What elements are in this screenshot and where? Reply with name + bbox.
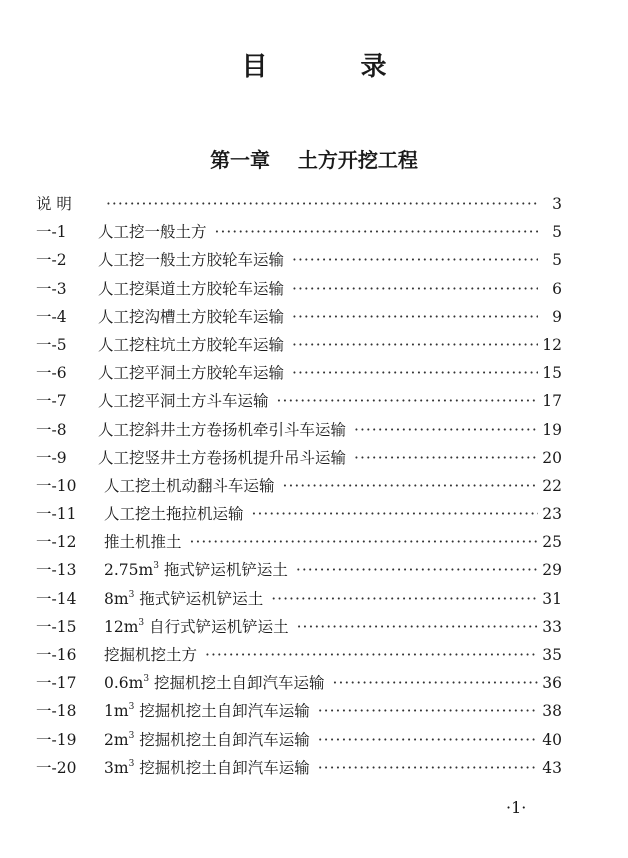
toc-entry-title xyxy=(104,754,310,782)
toc-entry-title xyxy=(104,528,182,556)
toc-entry-page-number: 35 xyxy=(542,646,562,664)
toc-entry-title-text: 8m xyxy=(104,589,129,608)
page-number: ·1· xyxy=(506,798,527,817)
toc-entry-title-text: 人工挖土机动翻斗车运输 xyxy=(104,476,275,495)
toc-entry-number: 一-14 xyxy=(36,589,77,608)
toc-entry-title xyxy=(98,359,284,387)
toc-entry-number: 一-4 xyxy=(36,307,67,326)
toc-entry-title-text: 0.6m xyxy=(104,674,144,693)
toc-entry[interactable] xyxy=(36,613,562,641)
toc-entry-title-rest: 拖式铲运机铲运土 xyxy=(158,561,288,580)
toc-entry-title-text: 1m xyxy=(104,702,129,721)
toc-entry-number: 一-20 xyxy=(36,758,77,777)
toc-entry[interactable] xyxy=(36,246,562,274)
toc-dot-leader xyxy=(318,697,538,725)
toc-entry-title-rest: 挖掘机挖土自卸汽车运输 xyxy=(134,730,310,749)
toc-entry-title xyxy=(104,641,197,669)
toc-entry-unit-superscript: 3 xyxy=(128,589,135,600)
toc-entry-title xyxy=(104,500,244,528)
toc-entry-title-text: 12m xyxy=(104,617,139,636)
toc-entry-page-number: 29 xyxy=(542,561,562,580)
toc-entry-page-number: 19 xyxy=(542,420,562,439)
toc-entry-title-rest: 挖掘机挖土自卸汽车运输 xyxy=(134,758,310,777)
toc-entry-title xyxy=(104,726,310,754)
toc-entry-title-rest: 拖式铲运机铲运土 xyxy=(134,589,264,608)
toc-entry-page-number: 33 xyxy=(542,617,562,636)
toc-dot-leader xyxy=(292,359,538,387)
toc-dot-leader xyxy=(354,416,538,444)
toc-entry[interactable] xyxy=(36,669,562,697)
toc-entry[interactable] xyxy=(36,754,562,782)
toc-dot-leader xyxy=(215,218,538,246)
toc-entry-number: 一-12 xyxy=(36,533,77,552)
toc-entry-title xyxy=(98,387,269,415)
toc-entry-title-text: 人工挖斜井土方卷扬机牵引斗车运输 xyxy=(98,420,347,439)
toc-entry[interactable] xyxy=(36,218,562,246)
toc-entry-number: 一-18 xyxy=(36,702,77,721)
toc-entry-title-text: 3m xyxy=(104,758,129,777)
toc-dot-leader xyxy=(296,556,538,584)
toc-entry-page-number: 3 xyxy=(552,195,562,213)
toc-entry-title xyxy=(98,246,284,274)
toc-entry-title xyxy=(104,669,325,697)
toc-entry-title xyxy=(98,218,207,246)
toc-entry-title xyxy=(98,275,284,303)
chapter-heading: 第一章 土方开挖工程 xyxy=(210,148,418,172)
toc-entry-page-number: 5 xyxy=(552,251,562,270)
toc-entry-title-rest: 挖掘机挖土自卸汽车运输 xyxy=(134,702,310,721)
toc-entry-title-rest: 挖掘机挖土自卸汽车运输 xyxy=(149,674,325,693)
toc-entry-unit-superscript: 3 xyxy=(153,561,159,572)
toc-entry-number: 一-8 xyxy=(36,420,67,439)
toc-entry-number: 一-7 xyxy=(36,392,67,411)
toc-entry-number: 一-2 xyxy=(36,251,67,270)
toc-entry-page-number: 17 xyxy=(542,392,562,411)
toc-entry-title xyxy=(98,303,284,331)
toc-entry-number: 一-15 xyxy=(36,617,77,636)
toc-entry[interactable] xyxy=(36,444,562,472)
toc-entry-title xyxy=(104,472,275,500)
toc-dot-leader xyxy=(354,444,538,472)
toc-entry[interactable] xyxy=(36,303,562,331)
toc-entry[interactable] xyxy=(36,697,562,725)
toc-entry-unit-superscript: 3 xyxy=(143,674,150,685)
toc-entry-title-text: 推土机推土 xyxy=(104,533,182,552)
toc-entry[interactable] xyxy=(36,416,562,444)
toc-entry-number: 说 明 xyxy=(36,195,72,213)
toc-dot-leader xyxy=(271,585,538,613)
toc-entry-title xyxy=(104,585,263,613)
toc-entry-page-number: 23 xyxy=(542,505,562,524)
toc-entry-title xyxy=(104,697,310,725)
toc-entry-number: 一-17 xyxy=(36,674,77,693)
toc-entry-title xyxy=(104,556,288,584)
toc-entry[interactable] xyxy=(36,275,562,303)
toc-entry-title-text: 人工挖竖井土方卷扬机提升吊斗运输 xyxy=(98,448,347,467)
toc-entry-page-number: 20 xyxy=(542,448,562,467)
toc-entry-title-text: 人工挖一般土方胶轮车运输 xyxy=(98,251,285,270)
toc-entry-page-number: 22 xyxy=(542,476,562,495)
toc-entry-number: 一-9 xyxy=(36,448,67,467)
toc-dot-leader xyxy=(318,754,538,782)
toc-dot-leader xyxy=(292,303,538,331)
toc-entry[interactable] xyxy=(36,331,562,359)
toc-entry[interactable] xyxy=(36,472,562,500)
toc-entry-page-number: 15 xyxy=(542,364,562,383)
toc-entry-number: 一-3 xyxy=(36,279,67,298)
toc-dot-leader xyxy=(252,500,538,528)
toc-dot-leader xyxy=(205,641,538,669)
toc-entry-title-text: 人工挖平洞土方胶轮车运输 xyxy=(98,364,285,383)
toc-dot-leader xyxy=(283,472,538,500)
toc-dot-leader xyxy=(277,387,538,415)
toc-entry-unit-superscript: 3 xyxy=(128,730,135,741)
toc-entry-title-text: 人工挖平洞土方斗车运输 xyxy=(98,392,269,411)
toc-entry-title xyxy=(98,416,346,444)
toc-entry-page-number: 31 xyxy=(542,589,562,608)
toc-entry-title-rest: 自行式铲运机铲运土 xyxy=(144,617,289,636)
toc-entry-number: 一-11 xyxy=(36,505,77,524)
toc-entry[interactable] xyxy=(36,641,562,669)
toc-entry-unit-superscript: 3 xyxy=(138,617,145,628)
toc-entry-unit-superscript: 3 xyxy=(128,758,135,769)
toc-entry[interactable] xyxy=(36,359,562,387)
toc-entry-title-text: 挖掘机挖土方 xyxy=(104,646,198,664)
toc-entry-title-text: 2.75m xyxy=(104,561,154,580)
toc-dot-leader xyxy=(106,190,538,218)
toc-dot-leader xyxy=(190,528,538,556)
toc-entry-number: 一-6 xyxy=(36,364,67,383)
toc-entry[interactable] xyxy=(36,585,562,613)
toc-entry-page-number: 40 xyxy=(542,730,562,749)
toc-entry[interactable] xyxy=(36,528,562,556)
toc-entry[interactable] xyxy=(36,387,562,415)
toc-entry-title-text: 人工挖一般土方 xyxy=(98,223,207,242)
toc-entry-page-number: 5 xyxy=(552,223,562,242)
toc-entry-page-number: 12 xyxy=(542,335,562,354)
toc-entry-unit-superscript: 3 xyxy=(128,702,135,713)
toc-entry[interactable] xyxy=(36,556,562,584)
table-of-contents xyxy=(36,190,562,782)
toc-entry-title xyxy=(104,613,289,641)
toc-entry-page-number: 43 xyxy=(542,758,562,777)
toc-entry-number: 一-13 xyxy=(36,561,77,580)
document-title: 目 录 xyxy=(241,52,429,82)
toc-entry-title-text: 2m xyxy=(104,730,129,749)
toc-entry-number: 一-19 xyxy=(36,730,77,749)
toc-entry-title xyxy=(98,444,346,472)
toc-entry[interactable] xyxy=(36,190,562,218)
toc-entry-page-number: 25 xyxy=(542,533,562,552)
toc-dot-leader xyxy=(292,275,538,303)
toc-entry[interactable] xyxy=(36,500,562,528)
toc-entry[interactable] xyxy=(36,726,562,754)
toc-entry-title-text: 人工挖渠道土方胶轮车运输 xyxy=(98,279,285,298)
toc-entry-page-number: 6 xyxy=(552,279,562,298)
toc-entry-number: 一-1 xyxy=(36,223,67,242)
toc-entry-title-text: 人工挖沟槽土方胶轮车运输 xyxy=(98,307,285,326)
toc-dot-leader xyxy=(318,726,538,754)
toc-entry-title xyxy=(98,331,284,359)
toc-dot-leader xyxy=(297,613,538,641)
toc-entry-number: 一-10 xyxy=(36,476,77,495)
toc-entry-title-text: 人工挖土拖拉机运输 xyxy=(104,505,244,524)
toc-entry-number: 一-5 xyxy=(36,335,67,354)
toc-dot-leader xyxy=(292,331,538,359)
toc-entry-number: 一-16 xyxy=(36,646,77,664)
toc-entry-page-number: 38 xyxy=(542,702,562,721)
toc-entry-page-number: 9 xyxy=(552,307,562,326)
toc-entry-page-number: 36 xyxy=(542,674,562,693)
toc-dot-leader xyxy=(333,669,538,697)
toc-entry-title-text: 人工挖柱坑土方胶轮车运输 xyxy=(98,335,285,354)
toc-dot-leader xyxy=(292,246,538,274)
